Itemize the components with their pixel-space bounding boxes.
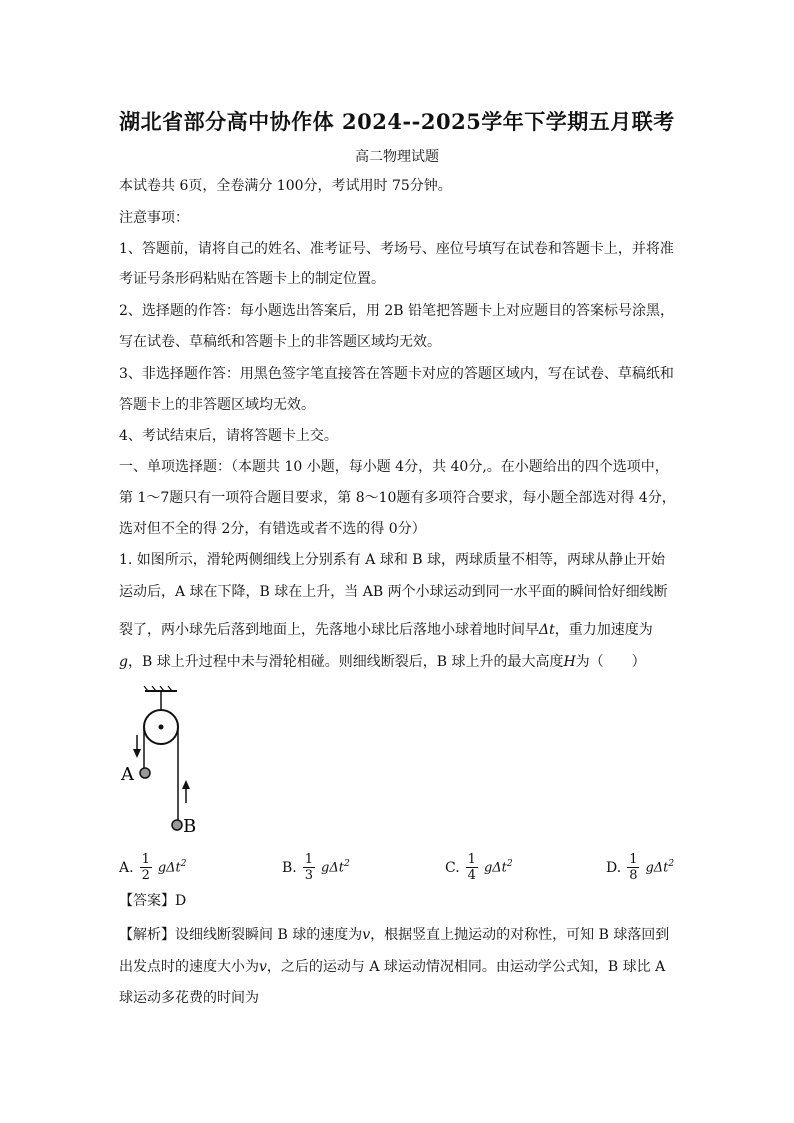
page-title: 湖北省部分高中协作体 2024--2025学年下学期五月联考	[119, 109, 675, 134]
notice-line: 4、考试结束后，请将答题卡上交。	[119, 428, 338, 444]
option-c: C. $\frac{1}{4}$ gΔt$^2$	[445, 852, 513, 883]
intro-text: 本试卷共 6页，全卷满分 100分，考试用时 75分钟。	[119, 178, 452, 194]
ball-b	[172, 820, 182, 830]
page-subtitle: 高二物理试题	[355, 149, 439, 165]
section-heading: 一、单项选择题：（本题共 10 小题，每小题 4分，共 40分,。在小题给出的四个选项中，	[119, 459, 669, 475]
notice-line: 1、答题前，请将自己的姓名、准考证号、考场号、座位号填写在试卷和答题卡上，并将准	[119, 241, 674, 257]
notice-line: 考证号条形码粘贴在答题卡上的制定位置。	[119, 271, 385, 287]
analysis-line: 球运动多花费的时间为	[119, 990, 259, 1006]
notice-line: 3、非选择题作答：用黑色签字笔直接答在答题卡对应的答题区域内，写在试卷、草稿纸和	[119, 366, 674, 382]
analysis-line: 出发点时的速度大小为v，之后的运动与 A 球运动情况相同。由运动学公式知，B 球比 A	[119, 959, 666, 975]
option-b: B. $\frac{1}{3}$ gΔt$^2$	[282, 852, 350, 883]
section-line: 选对但不全的得 2分，有错选或者不选的得 0分）	[119, 521, 426, 537]
question-line: 1. 如图所示，滑轮两侧细线上分别系有 A 球和 B 球，两球质量不相等，两球从静止开始	[119, 552, 666, 568]
notice-line: 写在试卷、草稿纸和答题卡上的非答题区域均无效。	[119, 334, 441, 350]
ball-a	[140, 768, 150, 778]
answer-line	[119, 891, 679, 911]
section-line: 第 1～7题只有一项符合题目要求，第 8～10题有多项符合要求，每小题全部选对得 4分，	[119, 490, 676, 506]
option-d: D. $\frac{1}{8}$ gΔt$^2$	[606, 852, 675, 883]
question-line: 运动后，A 球在下降，B 球在上升，当 AB 两个小球运动到同一水平面的瞬间恰好细线断	[119, 584, 668, 600]
notice-line: 答题卡上的非答题区域均无效。	[119, 397, 315, 413]
pulley-figure	[115, 685, 205, 840]
option-a: A. $\frac{1}{2}$ gΔt$^2$	[119, 852, 187, 883]
notice-line: 2、选择题的作答：每小题选出答案后，用 2B 铅笔把答题卡上对应题目的答案标号涂黑，	[119, 303, 675, 319]
analysis-line: 【解析】设细线断裂瞬间 B 球的速度为v，根据竖直上抛运动的对称性，可知 B 球落回到	[119, 927, 670, 943]
label-a: A	[121, 764, 134, 785]
notice-heading: 注意事项：	[119, 210, 189, 226]
g-symbol: g	[119, 654, 128, 670]
h-symbol: H	[563, 654, 576, 670]
answer-value: D	[175, 893, 187, 909]
answer-label: 【答案】	[119, 893, 175, 909]
label-b: B	[183, 816, 197, 837]
question-line: g，B 球上升过程中未与滑轮相碰。则细线断裂后，B 球上升的最大高度H为（ ）	[119, 654, 646, 670]
question-line: 裂了，两小球先后落到地面上，先落地小球比后落地小球着地时间早Δt，重力加速度为	[119, 622, 653, 638]
analysis-label: 【解析】	[119, 927, 175, 943]
delta-t-symbol: Δt	[539, 622, 555, 638]
